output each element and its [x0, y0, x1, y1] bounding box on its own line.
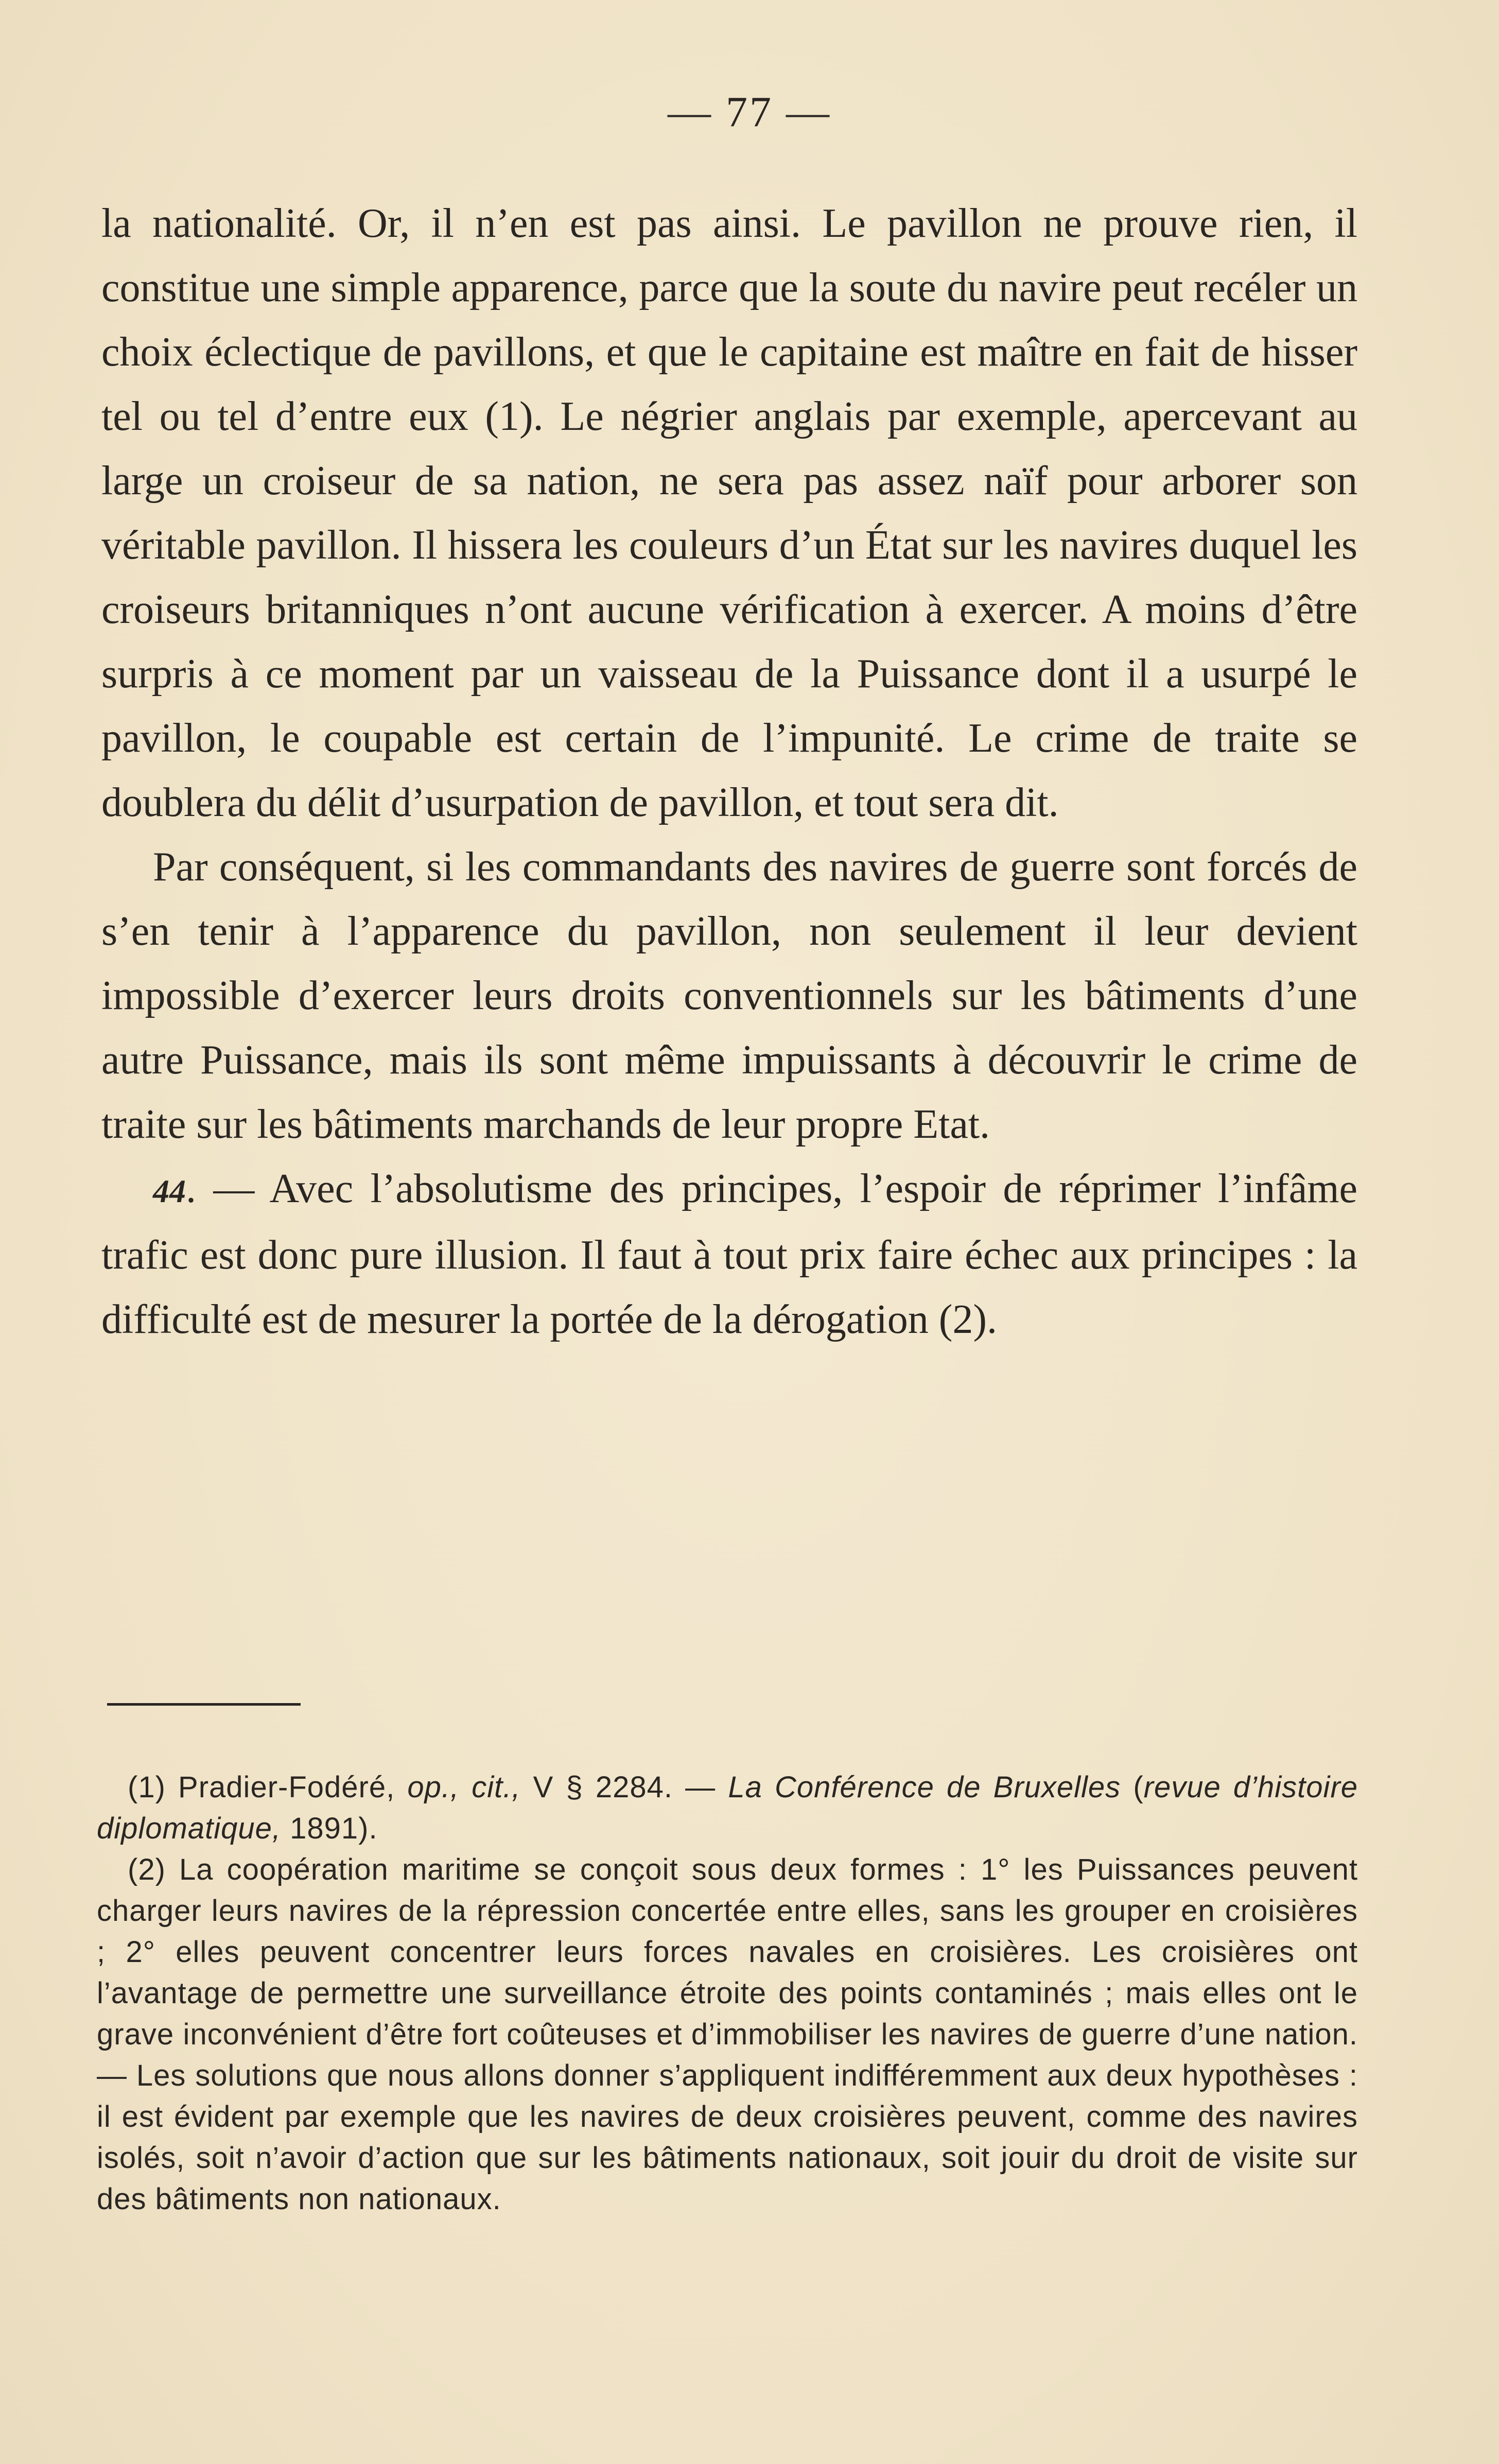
section-text: . — Avec l’absolutisme des principes, l’espoir de réprimer l’infâme trafic est donc pure illusion. Il faut à tout prix faire échec aux principes : la difficulté est de mesurer la portée de la dérogation (2). — [101, 1166, 1357, 1342]
footnote-1-journal: revue d’histoire diplomatique, — [97, 1771, 1358, 1845]
footnote-1-title: La Conférence de Bruxelles — [728, 1771, 1121, 1804]
section-number: 44 — [153, 1173, 186, 1209]
paragraph-2: Par conséquent, si les commandants des navires de guerre sont forcés de s’en tenir à l’apparence du pavillon, non seulement il leur devient impossible d’exercer leurs droits conventionnels sur les bâtiments d’une autre Puissance, mais ils sont même impuissants à découvrir le crime de traite sur les bâtiments marchands de leur propre Etat. — [101, 844, 1357, 1147]
paragraph-section-44 — [101, 1157, 1357, 1352]
footnote-1-year: 1891). — [290, 1812, 378, 1845]
footnote-2: (2) La coopération maritime se conçoit sous deux formes : 1° les Puissances peuvent charger leurs navires de la répression concertée entre elles, sans les grouper en croisières ; 2° elles peuvent concentrer leurs forces navales en croisières. Les croisières ont l’avantage de permettre une surveillance étroite des points contaminés ; mais elles ont le grave inconvénient d’être fort coûteuses et d’immobiliser les navires de guerre d’une nation. — Les solutions que nous allons donner s’appliquent indifféremment aux deux hypothèses : il est évident par exemple que les navires de deux croisières peuvent, comme des navires isolés, soit n’avoir d’action que sur les bâtiments nationaux, soit jouir du droit de visite sur des bâtiments non nationaux. — [97, 1853, 1358, 2216]
footnote-1 — [97, 1767, 1358, 1849]
footnote-1-paren: ( — [1133, 1771, 1144, 1804]
page-number: — 77 — — [668, 88, 831, 136]
footnote-1-ref: V § 2284. — — [533, 1771, 716, 1804]
footnote-1-author: Pradier-Fodéré, — [178, 1771, 395, 1804]
footnote-1-mark: (1) — [128, 1771, 166, 1804]
paragraph-1: la nationalité. Or, il n’en est pas ainsi. Le pavillon ne prouve rien, il constitue une simple apparence, parce que la soute du navire peut recéler un choix éclectique de pavillons, et que le capitaine est maître en fait de hisser tel ou tel d’entre eux (1). Le négrier anglais par exemple, apercevant au large un croiseur de sa nation, ne sera pas assez naïf pour arborer son véritable pavillon. Il hissera les couleurs d’un État sur les navires duquel les croiseurs britanniques n’ont aucune vérification à exercer. A moins d’être surpris à ce moment par un vaisseau de la Puissance dont il a usurpé le pavillon, le coupable est certain de l’impunité. Le crime de traite se doublera du délit d’usurpation de pavillon, et tout sera dit. — [101, 201, 1357, 825]
footnote-1-op-cit: op., cit., — [407, 1771, 521, 1804]
footnotes — [97, 1767, 1358, 2220]
footnote-separator — [107, 1703, 301, 1706]
main-text — [101, 192, 1357, 1352]
